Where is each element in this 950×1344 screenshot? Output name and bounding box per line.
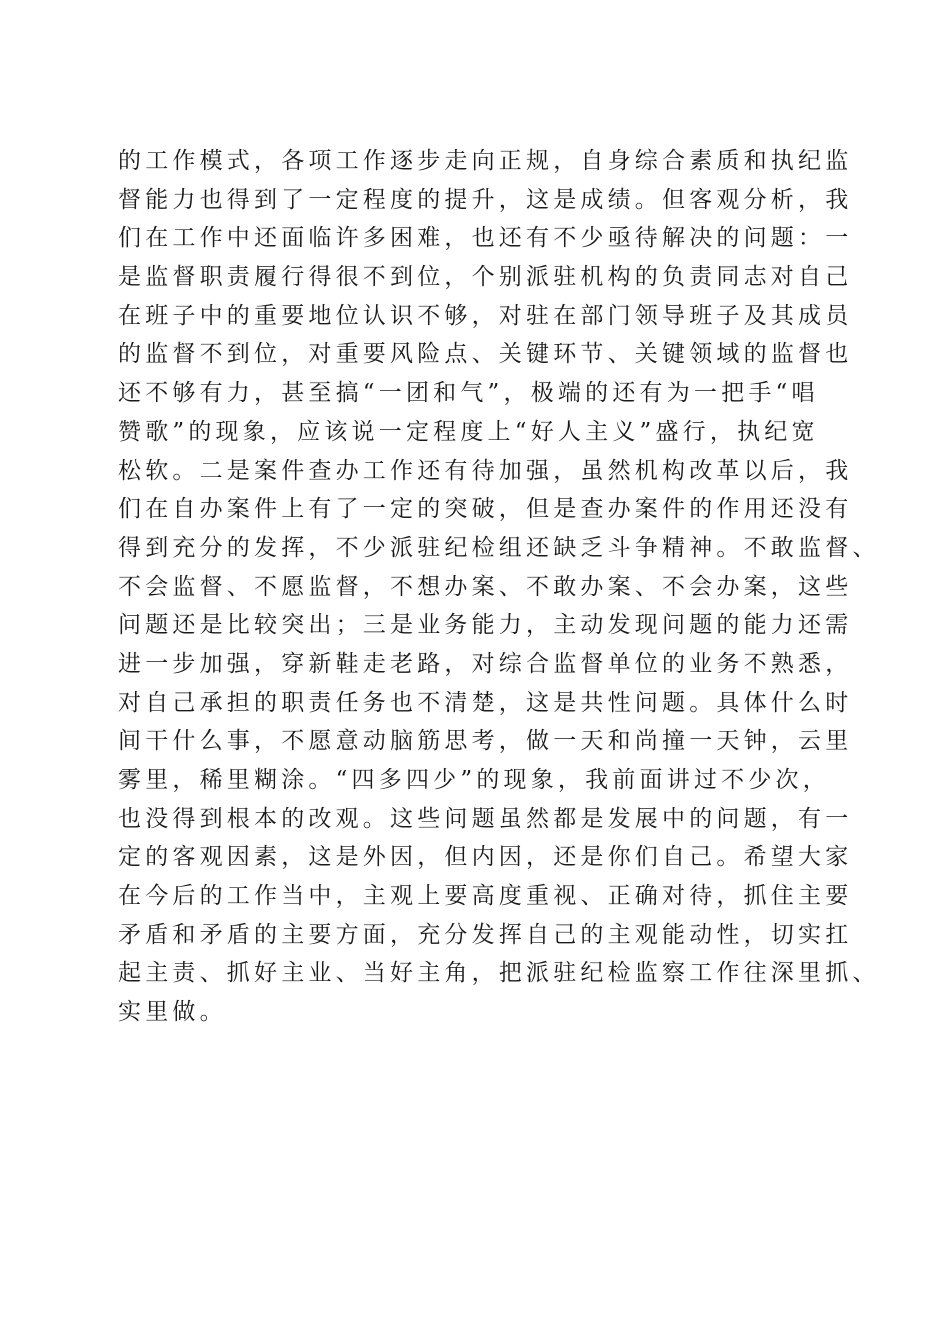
text-line: 的监督不到位，对重要风险点、关键环节、关键领域的监督也 (118, 341, 853, 368)
text-line: 雾里，稀里糊涂。“四多四少”的现象，我前面讲过不少次， (118, 767, 830, 793)
text-line: 们在工作中还面临许多困难，也还有不少亟待解决的问题：一 (118, 225, 853, 252)
text-line: 们在自办案件上有了一定的突破，但是查办案件的作用还没有 (118, 496, 853, 523)
text-line: 赞歌”的现象，应该说一定程度上“好人主义”盛行，执纪宽 (118, 418, 819, 445)
text-line: 进一步加强，穿新鞋走老路，对综合监督单位的业务不熟悉， (118, 650, 853, 677)
text-line: 间干什么事，不愿意动脑筋思考，做一天和尚撞一天钟，云里 (118, 728, 853, 755)
text-line: 松软。二是案件查办工作还有待加强，虽然机构改革以后，我 (118, 457, 853, 484)
text-line: 也没得到根本的改观。这些问题虽然都是发展中的问题，有一 (118, 805, 853, 832)
text-line: 问题还是比较突出；三是业务能力，主动发现问题的能力还需 (118, 612, 853, 639)
text-line: 督能力也得到了一定程度的提升，这是成绩。但客观分析，我 (118, 186, 853, 213)
text-line: 定的客观因素，这是外因，但内因，还是你们自己。希望大家 (118, 844, 853, 871)
body-paragraph (118, 142, 880, 1032)
text-line: 还不够有力，甚至搞“一团和气”，极端的还有为一把手“唱 (118, 380, 819, 407)
text-line: 对自己承担的职责任务也不清楚，这是共性问题。具体什么时 (118, 689, 853, 716)
text-line: 在今后的工作当中，主观上要高度重视、正确对待，抓住主要 (118, 883, 853, 910)
text-line: 得到充分的发挥，不少派驻纪检组还缺乏斗争精神。不敢监督、 (118, 534, 880, 561)
text-line: 实里做。 (118, 999, 227, 1026)
text-line: 不会监督、不愿监督，不想办案、不敢办案、不会办案，这些 (118, 573, 853, 600)
text-line: 矛盾和矛盾的主要方面，充分发挥自己的主观能动性，切实扛 (118, 921, 853, 948)
text-line: 在班子中的重要地位认识不够，对驻在部门领导班子及其成员 (118, 302, 853, 329)
text-line: 的工作模式，各项工作逐步走向正规，自身综合素质和执纪监 (118, 148, 853, 174)
text-line: 是监督职责履行得很不到位，个别派驻机构的负责同志对自己 (118, 264, 853, 291)
text-line: 起主责、抓好主业、当好主角，把派驻纪检监察工作往深里抓、 (118, 960, 880, 987)
